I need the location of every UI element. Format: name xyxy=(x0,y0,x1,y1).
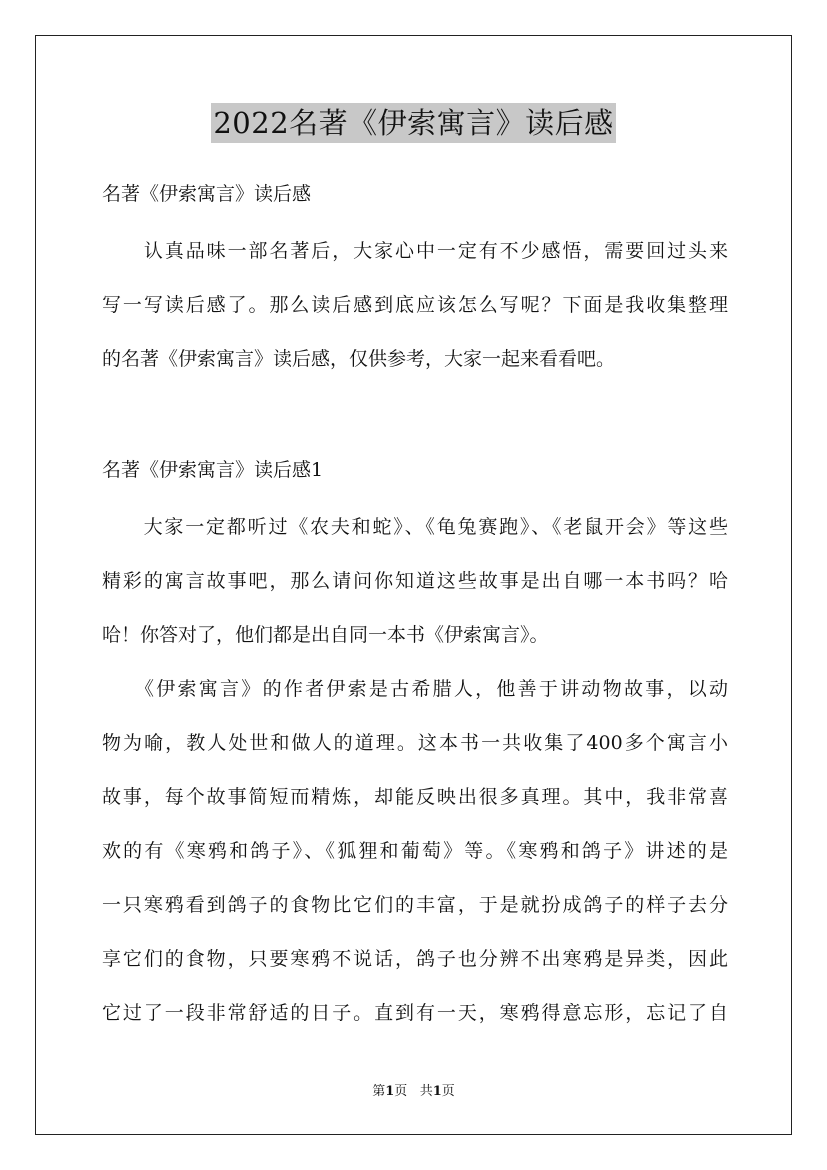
footer-page-suffix: 页 xyxy=(394,1084,408,1099)
section1-paragraph-1 xyxy=(102,500,728,662)
paragraph-line: 欢的有《寒鸦和鸽子》、《狐狸和葡萄》等。《寒鸦和鸽子》讲述的是 xyxy=(102,840,728,862)
paragraph-line: 享它们的食物，只要寒鸦不说话，鸽子也分辨不出寒鸦是异类，因此 xyxy=(102,948,728,970)
title-wrap xyxy=(0,103,827,143)
paragraph-line: 一只寒鸦看到鸽子的食物比它们的丰富，于是就扮成鸽子的样子去分 xyxy=(102,894,728,916)
footer-total-suffix: 页 xyxy=(441,1084,455,1099)
footer-prefix: 第 xyxy=(372,1084,386,1099)
paragraph-line: 《伊索寓言》的作者伊索是古希腊人，他善于讲动物故事，以动 xyxy=(102,678,728,700)
paragraph-line: 认真品味一部名著后，大家心中一定有不少感悟，需要回过头来 xyxy=(102,240,728,262)
section-heading: 名著《伊索寓言》读后感1 xyxy=(102,459,324,481)
document-subtitle: 名著《伊索寓言》读后感 xyxy=(102,183,312,205)
paragraph-line: 哈！你答对了，他们都是出自同一本书《伊索寓言》。 xyxy=(102,624,549,646)
document-body xyxy=(102,174,728,1040)
footer-total-prefix: 共 xyxy=(419,1084,433,1099)
paragraph-line: 它过了一段非常舒适的日子。直到有一天，寒鸦得意忘形，忘记了自 xyxy=(102,1002,728,1024)
page-footer xyxy=(0,1083,827,1101)
page-number: 1 xyxy=(385,1084,395,1099)
paragraph-line: 物为喻，教人处世和做人的道理。这本书一共收集了400多个寓言小 xyxy=(102,732,728,754)
total-pages: 1 xyxy=(432,1084,442,1099)
spacer xyxy=(102,490,728,500)
paragraph-line: 精彩的寓言故事吧，那么请问你知道这些故事是出自哪一本书吗？哈 xyxy=(102,570,728,592)
paragraph-line: 大家一定都听过《农夫和蛇》、《龟兔赛跑》、《老鼠开会》等这些 xyxy=(102,516,728,538)
section1-paragraph-2 xyxy=(102,662,728,1040)
intro-paragraph xyxy=(102,224,728,386)
spacer xyxy=(102,214,728,224)
paragraph-line: 写一写读后感了。那么读后感到底应该怎么写呢？下面是我收集整理 xyxy=(102,294,728,316)
paragraph-line: 故事，每个故事简短而精炼，却能反映出很多真理。其中，我非常喜 xyxy=(102,786,728,808)
document-title: 2022名著《伊索寓言》读后感 xyxy=(211,103,615,143)
paragraph-line: 的名著《伊索寓言》读后感，仅供参考，大家一起来看看吧。 xyxy=(102,348,616,370)
spacer xyxy=(102,386,728,450)
